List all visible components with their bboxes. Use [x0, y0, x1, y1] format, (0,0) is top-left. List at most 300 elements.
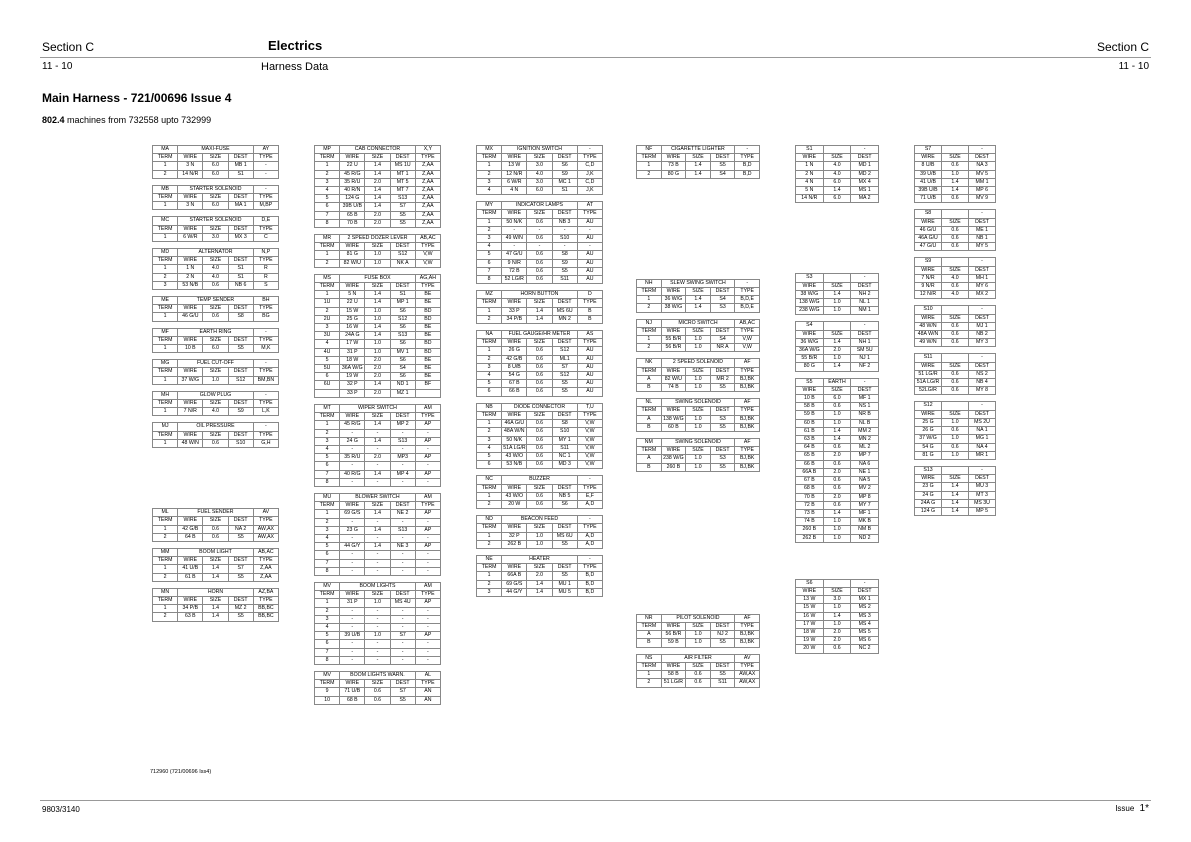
connector-code: S1	[796, 146, 824, 154]
table-cell: 4	[315, 187, 340, 195]
column-header: SIZE	[365, 243, 390, 251]
table-column	[152, 145, 279, 628]
table-row	[637, 170, 760, 178]
table-row	[477, 187, 603, 195]
column-header: WIRE	[661, 447, 686, 455]
table-cell: Z,AA	[415, 170, 440, 178]
table-cell: 3	[315, 526, 340, 534]
table-cell: B,D	[735, 170, 760, 178]
connector-name: AIR FILTER	[661, 654, 735, 662]
table-cell: 2.0	[365, 373, 390, 381]
table-cell: 1	[477, 532, 502, 540]
table-column	[636, 145, 760, 694]
table-cell: B,D,E	[735, 296, 760, 304]
table-cell: 262 B	[796, 534, 824, 542]
connector-name: FUEL GAUGE/HR METER	[502, 331, 578, 339]
connector-ref: AY	[253, 146, 278, 154]
table-cell: 36 W/G	[796, 338, 824, 346]
connector-table	[314, 582, 441, 665]
table-cell: -	[577, 226, 602, 234]
table-cell: 1	[315, 510, 340, 518]
connector-ref: -	[253, 328, 278, 336]
table-cell: 4.0	[823, 162, 851, 170]
table-cell: AU	[577, 388, 602, 396]
table-cell: NS 2	[969, 370, 996, 378]
table-row	[315, 162, 441, 170]
column-header: DEST	[390, 502, 415, 510]
table-row	[477, 226, 603, 234]
column-header: SIZE	[203, 194, 228, 202]
table-cell: 1.0	[527, 540, 552, 548]
table-cell: AU	[577, 235, 602, 243]
table-cell: 2	[637, 679, 662, 687]
table-cell: 4	[477, 444, 502, 452]
table-cell: 0.6	[942, 162, 969, 170]
table-cell: 34 P/B	[178, 605, 203, 613]
table-cell: BG	[253, 313, 278, 321]
connector-code: NB	[477, 403, 502, 411]
table-cell: J,K	[577, 187, 602, 195]
table-cell: S4	[710, 336, 735, 344]
connector-table	[795, 273, 879, 315]
table-row	[315, 462, 441, 470]
table-row	[477, 235, 603, 243]
table-cell: 7 N/R	[915, 274, 942, 282]
table-row	[796, 299, 879, 307]
column-header: WIRE	[178, 154, 203, 162]
connector-code: MS	[315, 274, 340, 282]
table-cell: 0.6	[942, 443, 969, 451]
table-cell: 6.0	[823, 195, 851, 203]
harness-heading: Main Harness - 721/00696 Issue 4	[42, 91, 232, 105]
column-header: DEST	[969, 410, 996, 418]
table-gap	[636, 185, 760, 279]
column-header: DEST	[390, 413, 415, 421]
connector-ref: -	[851, 579, 879, 587]
table-row	[796, 427, 879, 435]
table-cell: MS 1U	[390, 162, 415, 170]
table-cell: 124 G	[340, 195, 365, 203]
table-cell: 6	[477, 461, 502, 469]
table-row	[315, 170, 441, 178]
table-cell: AU	[577, 251, 602, 259]
table-cell: 2.0	[823, 452, 851, 460]
table-cell: BJ,BK	[735, 463, 760, 471]
table-cell: BB,BC	[253, 605, 278, 613]
table-cell: 19 W	[340, 373, 365, 381]
table-cell: 2	[477, 580, 502, 588]
table-cell: 73 B	[661, 162, 686, 170]
table-cell: 1	[477, 307, 502, 315]
column-header: TYPE	[415, 502, 440, 510]
table-cell: 0.6	[527, 492, 552, 500]
table-cell: V,W	[577, 420, 602, 428]
connector-table	[795, 321, 879, 371]
table-row	[315, 454, 441, 462]
table-cell: 2.0	[365, 178, 390, 186]
connector-name: EARTH	[823, 378, 851, 386]
table-cell: S	[253, 281, 278, 289]
column-header: WIRE	[178, 517, 203, 525]
table-cell: 4	[315, 445, 340, 453]
table-cell: 59 B	[661, 639, 686, 647]
table-cell: MY 8	[969, 387, 996, 395]
table-cell: 2.0	[365, 454, 390, 462]
table-cell: 17 W	[796, 620, 824, 628]
connector-code: NR	[637, 614, 662, 622]
connector-code: NM	[637, 439, 662, 447]
table-cell: 0.6	[942, 339, 969, 347]
table-cell: 8 U/B	[502, 363, 527, 371]
column-header: DEST	[851, 330, 879, 338]
table-cell: 4	[477, 187, 502, 195]
connector-ref: -	[969, 210, 996, 218]
connector-name: HEATER	[502, 555, 578, 563]
table-cell: 1	[637, 296, 662, 304]
table-row	[477, 267, 603, 275]
table-cell: ML1	[552, 355, 577, 363]
connector-name: CIGARETTE LIGHTER	[661, 146, 735, 154]
column-header: DEST	[969, 475, 996, 483]
table-cell: 3	[315, 615, 340, 623]
table-cell: 1	[153, 525, 178, 533]
table-cell: 6.0	[203, 202, 228, 210]
table-cell: 1.0	[942, 418, 969, 426]
column-header: TERM	[315, 680, 340, 688]
table-cell: 2U	[315, 315, 340, 323]
table-cell: 138 W/G	[661, 415, 686, 423]
table-cell: 0.6	[942, 387, 969, 395]
column-header: DEST	[710, 367, 735, 375]
table-row	[315, 195, 441, 203]
table-cell: 10 B	[178, 345, 203, 353]
table-row	[315, 518, 441, 526]
column-header: SIZE	[942, 314, 969, 322]
table-cell: BE	[415, 365, 440, 373]
column-header: WIRE	[915, 475, 942, 483]
column-header: SIZE	[203, 557, 228, 565]
table-cell: 69 G/S	[502, 580, 527, 588]
table-cell: MS 5	[851, 628, 879, 636]
table-cell: 6.0	[527, 187, 552, 195]
table-cell: V,W	[735, 336, 760, 344]
table-cell: 6.0	[203, 345, 228, 353]
table-cell: MP 6	[969, 187, 996, 195]
column-header: WIRE	[661, 407, 686, 415]
table-row	[315, 373, 441, 381]
table-row	[315, 688, 441, 696]
connector-code: MJ	[153, 423, 178, 431]
table-row	[637, 375, 760, 383]
table-cell: NM 1	[851, 307, 879, 315]
table-cell: 1 N	[796, 162, 824, 170]
table-cell: S7	[390, 688, 415, 696]
column-header: WIRE	[502, 524, 527, 532]
table-cell: S6	[390, 373, 415, 381]
table-cell: 2	[315, 307, 340, 315]
table-row	[637, 455, 760, 463]
table-row	[153, 273, 279, 281]
table-cell: -	[390, 607, 415, 615]
section-label-left: Section C	[42, 40, 95, 54]
table-cell: S11	[552, 276, 577, 284]
column-header: WIRE	[796, 330, 824, 338]
table-row	[796, 338, 879, 346]
table-cell: 0.6	[527, 276, 552, 284]
table-cell: 8	[477, 276, 502, 284]
table-row	[477, 420, 603, 428]
table-cell: A,D	[577, 500, 602, 508]
table-cell: 7	[315, 211, 340, 219]
column-header: DEST	[552, 484, 577, 492]
table-cell: 24A G	[340, 332, 365, 340]
table-cell: MP 7	[851, 452, 879, 460]
table-cell: -	[390, 534, 415, 542]
table-cell: AU	[577, 372, 602, 380]
table-cell: 2	[315, 429, 340, 437]
column-header: TYPE	[253, 431, 278, 439]
table-cell: MU 3	[969, 483, 996, 491]
table-row	[477, 500, 603, 508]
column-header: WIRE	[340, 502, 365, 510]
column-header: TYPE	[735, 623, 760, 631]
connector-name: OIL PRESSURE	[178, 423, 254, 431]
table-cell: 4.0	[203, 408, 228, 416]
table-cell: MX 2	[969, 291, 996, 299]
table-cell: 1.4	[823, 187, 851, 195]
table-cell: 0.6	[527, 267, 552, 275]
table-cell: 7	[315, 559, 340, 567]
column-header: SIZE	[527, 411, 552, 419]
connector-ref: AF	[735, 359, 760, 367]
table-row	[796, 307, 879, 315]
table-cell: MY 7	[851, 501, 879, 509]
table-cell: 1.0	[365, 599, 390, 607]
table-cell: 1.4	[365, 162, 390, 170]
table-cell: 40 R/G	[340, 470, 365, 478]
connector-table	[152, 145, 279, 179]
table-row	[477, 355, 603, 363]
table-cell: 1.0	[823, 526, 851, 534]
column-header: TERM	[477, 484, 502, 492]
connector-table	[314, 671, 441, 705]
column-header: TYPE	[253, 194, 278, 202]
table-cell: MD 3	[552, 461, 577, 469]
connector-code: MP	[315, 146, 340, 154]
column-header: SIZE	[686, 623, 711, 631]
table-cell: 54 G	[915, 443, 942, 451]
column-header: SIZE	[527, 524, 552, 532]
table-cell: MD 1	[851, 162, 879, 170]
table-cell: S12	[552, 372, 577, 380]
table-cell: S1	[228, 170, 253, 178]
table-cell: 7 N/R	[178, 408, 203, 416]
table-cell: BE	[415, 324, 440, 332]
table-cell: BD	[415, 315, 440, 323]
table-cell: 1.4	[365, 187, 390, 195]
connector-ref: BH	[253, 297, 278, 305]
table-cell: 260 B	[796, 526, 824, 534]
table-cell: MR 2	[710, 375, 735, 383]
table-cell: S4	[710, 296, 735, 304]
table-cell: MS 4U	[390, 599, 415, 607]
column-header: DEST	[228, 305, 253, 313]
table-cell: 39B U/B	[340, 203, 365, 211]
table-cell: AP	[415, 510, 440, 518]
table-cell: -	[365, 551, 390, 559]
table-cell: 33 P	[502, 307, 527, 315]
column-header: SIZE	[942, 218, 969, 226]
table-cell: 10 B	[796, 395, 824, 403]
table-row	[637, 639, 760, 647]
table-cell: 3	[315, 178, 340, 186]
column-header: TYPE	[735, 447, 760, 455]
table-cell: 32 P	[340, 381, 365, 389]
connector-table	[636, 438, 760, 472]
column-header: TYPE	[253, 517, 278, 525]
column-header: WIRE	[502, 411, 527, 419]
table-cell: -	[415, 607, 440, 615]
table-cell: SM 5U	[851, 347, 879, 355]
table-cell: MN 2	[851, 436, 879, 444]
table-cell: 1	[153, 265, 178, 273]
table-cell: Z,AA	[415, 211, 440, 219]
table-cell: MP 4	[390, 470, 415, 478]
table-cell: 1.4	[527, 588, 552, 596]
column-header: TERM	[477, 154, 502, 162]
table-cell: 56 B/R	[661, 344, 686, 352]
table-cell: MY 1	[552, 436, 577, 444]
table-cell: 1	[315, 291, 340, 299]
table-row	[796, 411, 879, 419]
footer-rule	[40, 800, 1151, 801]
column-header: DEST	[969, 266, 996, 274]
connector-name: SWING SOLENOID	[661, 439, 735, 447]
table-cell: 82 W/U	[661, 375, 686, 383]
table-cell: 3	[315, 437, 340, 445]
table-row	[915, 170, 996, 178]
table-cell: -	[340, 615, 365, 623]
table-row	[477, 436, 603, 444]
table-cell: 0.6	[203, 525, 228, 533]
column-header: TYPE	[415, 154, 440, 162]
table-cell: 26 G	[502, 347, 527, 355]
column-header: TERM	[153, 517, 178, 525]
table-cell: V,W	[577, 444, 602, 452]
table-cell: 1.0	[365, 315, 390, 323]
table-gap	[795, 209, 879, 273]
connector-ref: -	[969, 146, 996, 154]
column-header: DEST	[969, 218, 996, 226]
table-cell: 0.6	[527, 347, 552, 355]
column-header: DEST	[390, 680, 415, 688]
table-cell: 60 B	[661, 423, 686, 431]
table-cell: 4.0	[203, 273, 228, 281]
table-cell: MV 1	[390, 348, 415, 356]
connector-name: PILOT SOLENOID	[661, 614, 735, 622]
column-header: TYPE	[577, 299, 602, 307]
table-row	[796, 596, 879, 604]
table-cell: MT 5	[390, 178, 415, 186]
table-cell: 58 B	[796, 403, 824, 411]
table-cell: 22 U	[340, 299, 365, 307]
table-cell: 1.4	[527, 580, 552, 588]
connector-table	[476, 403, 603, 470]
table-cell: 1.4	[686, 296, 711, 304]
table-row	[915, 427, 996, 435]
table-row	[637, 463, 760, 471]
column-header: DEST	[228, 336, 253, 344]
connector-ref: -	[577, 516, 602, 524]
column-header: TYPE	[735, 327, 760, 335]
table-cell: 42 G/B	[502, 355, 527, 363]
column-header: SIZE	[823, 330, 851, 338]
table-cell: 43 W/O	[502, 452, 527, 460]
table-row	[915, 235, 996, 243]
table-cell: 1	[315, 251, 340, 259]
connector-code: MC	[153, 217, 178, 225]
connector-name: BLOWER SWITCH	[340, 493, 416, 501]
table-cell: 1.4	[365, 299, 390, 307]
table-cell: L,K	[253, 408, 278, 416]
table-cell: 2.0	[365, 389, 390, 397]
table-row	[315, 421, 441, 429]
table-cell: R	[253, 265, 278, 273]
table-cell: 0.6	[527, 251, 552, 259]
table-row	[915, 283, 996, 291]
column-header: WIRE	[915, 362, 942, 370]
table-cell: NE 3	[390, 543, 415, 551]
column-header: TYPE	[253, 368, 278, 376]
table-row	[153, 613, 279, 621]
table-cell: 2	[477, 428, 502, 436]
table-cell: -	[365, 623, 390, 631]
connector-table	[152, 296, 279, 322]
column-header: DEST	[710, 623, 735, 631]
table-cell: 5U	[315, 365, 340, 373]
table-cell: MH 1	[969, 274, 996, 282]
table-cell: 0.6	[823, 403, 851, 411]
table-cell: 262 B	[502, 540, 527, 548]
table-cell: S10	[552, 235, 577, 243]
table-cell: 4U	[315, 348, 340, 356]
table-row	[315, 534, 441, 542]
table-row	[915, 387, 996, 395]
connector-ref: D,E	[253, 217, 278, 225]
column-header: SIZE	[686, 154, 711, 162]
table-cell: 2	[637, 170, 662, 178]
connector-code: MM	[153, 548, 178, 556]
connector-table	[636, 398, 760, 432]
table-cell: 5	[315, 632, 340, 640]
table-cell: B,D	[577, 588, 602, 596]
table-row	[637, 296, 760, 304]
table-cell: 1.0	[686, 415, 711, 423]
column-header: WIRE	[661, 154, 686, 162]
connector-table	[152, 508, 279, 542]
table-row	[477, 580, 603, 588]
table-row	[153, 233, 279, 241]
table-cell: 41 U/B	[915, 178, 942, 186]
connector-name: STARTER SOLENOID	[178, 185, 254, 193]
connector-name: BOOM LIGHT	[178, 548, 254, 556]
table-cell: -	[340, 623, 365, 631]
column-header: DEST	[851, 587, 879, 595]
table-cell: -	[390, 615, 415, 623]
column-header: TYPE	[415, 283, 440, 291]
table-cell: 6	[315, 462, 340, 470]
table-cell: S10	[228, 439, 253, 447]
